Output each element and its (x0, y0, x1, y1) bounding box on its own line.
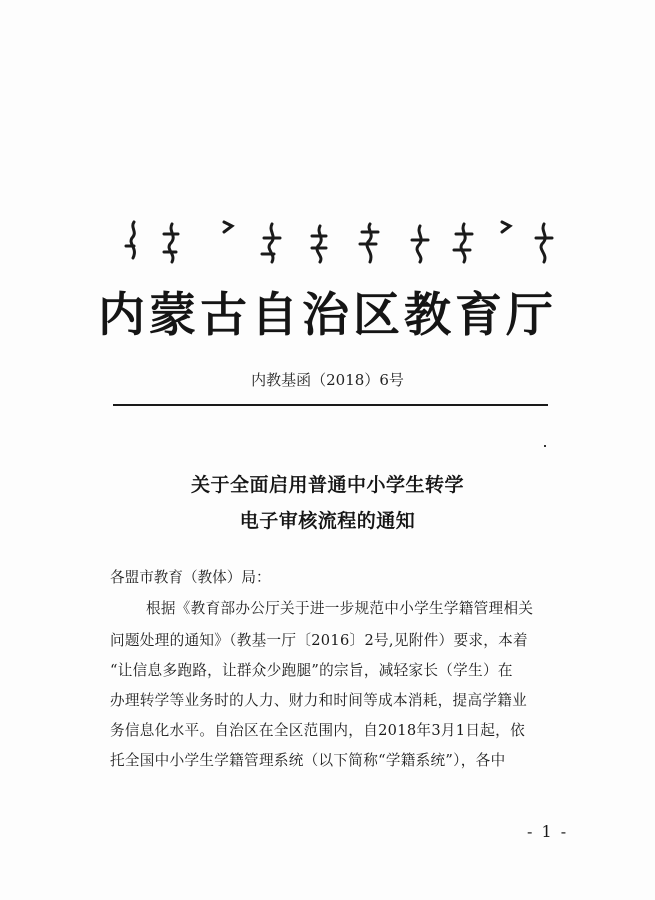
body-line: 办理转学等业务时的人力、财力和时间等成本消耗，提高学籍业 (110, 692, 528, 709)
body-line: 根据《教育部办公厅关于进一步规范中小学生学籍管理相关 (146, 600, 534, 617)
header-divider (113, 404, 548, 406)
notice-title-line-2: 电子审核流程的通知 (239, 510, 416, 532)
scan-speck (544, 445, 546, 447)
document-number: 内教基函（2018）6号 (251, 371, 404, 389)
body-line: 托全国中小学生学籍管理系统（以下简称“学籍系统”），各中 (110, 752, 506, 769)
body-line: “让信息多跑路，让群众少跑腿”的宗旨，减轻家长（学生）在 (110, 662, 513, 679)
mongolian-script-wordmark (120, 218, 560, 266)
notice-title-line-1: 关于全面启用普通中小学生转学 (190, 474, 464, 496)
agency-name: 内蒙古自治区教育厅 (98, 288, 557, 343)
page-number: - 1 - (527, 822, 569, 841)
body-line: 问题处理的通知》（教基一厅〔2016〕2号,见附件）要求，本着 (110, 632, 528, 649)
body-line: 务信息化水平。自治区在全区范围内，自2018年3月1日起，依 (110, 722, 525, 739)
salutation: 各盟市教育（教体）局： (110, 569, 271, 586)
